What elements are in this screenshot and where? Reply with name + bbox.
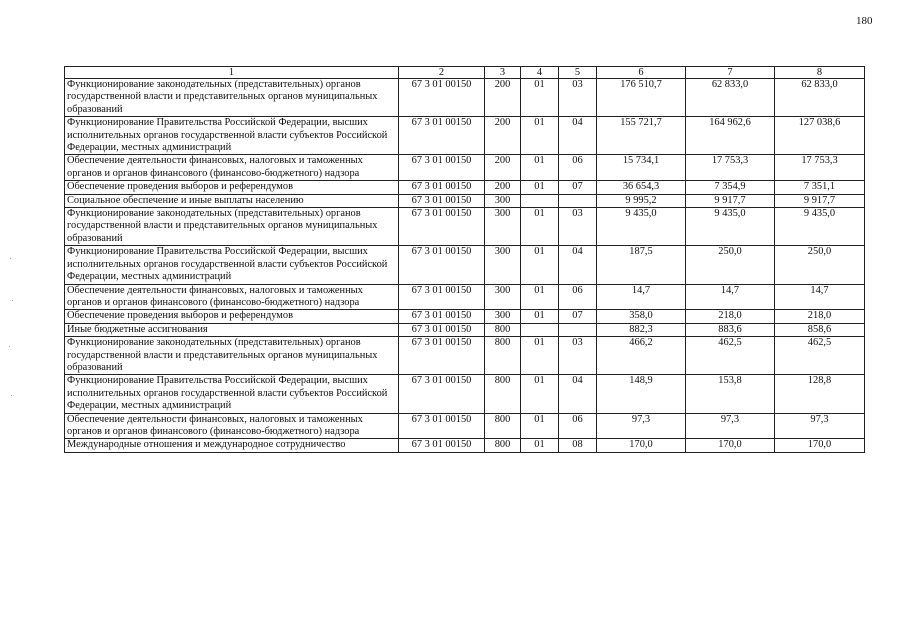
row-c4-cell: 01 <box>521 246 559 284</box>
table-row <box>65 323 865 336</box>
row-c5-cell: 04 <box>559 246 597 284</box>
row-c7-cell: 153,8 <box>686 375 775 413</box>
row-c3-cell: 300 <box>485 208 521 246</box>
row-code-cell: 67 3 01 00150 <box>399 375 485 413</box>
row-c8-cell: 14,7 <box>775 284 865 310</box>
row-c5-cell: 07 <box>559 181 597 194</box>
row-name-cell: Обеспечение проведения выборов и референдумов <box>65 310 399 323</box>
row-c5-cell: 06 <box>559 155 597 181</box>
row-c8-cell: 7 351,1 <box>775 181 865 194</box>
column-header: 5 <box>559 67 597 79</box>
row-name-cell: Функционирование законодательных (представительных) органов государственной власти и представительных органов муниципальных образований <box>65 79 399 117</box>
row-c7-cell: 462,5 <box>686 337 775 375</box>
row-c3-cell: 300 <box>485 310 521 323</box>
row-c6-cell: 170,0 <box>597 439 686 452</box>
row-c4-cell: 01 <box>521 208 559 246</box>
row-name-cell: Иные бюджетные ассигнования <box>65 323 399 336</box>
row-c4-cell: 01 <box>521 117 559 155</box>
row-code-cell: 67 3 01 00150 <box>399 439 485 452</box>
row-c6-cell: 9 435,0 <box>597 208 686 246</box>
row-c5-cell: 08 <box>559 439 597 452</box>
header-row <box>65 67 865 79</box>
table-row <box>65 310 865 323</box>
row-c8-cell: 170,0 <box>775 439 865 452</box>
row-c4-cell: 01 <box>521 375 559 413</box>
row-c8-cell: 462,5 <box>775 337 865 375</box>
row-c3-cell: 200 <box>485 79 521 117</box>
row-name-cell: Функционирование Правительства Российской Федерации, высших исполнительных органов государственной власти субъектов Российской Федерации, местных администраций <box>65 246 399 284</box>
row-c7-cell: 250,0 <box>686 246 775 284</box>
row-c6-cell: 176 510,7 <box>597 79 686 117</box>
row-c6-cell: 882,3 <box>597 323 686 336</box>
row-code-cell: 67 3 01 00150 <box>399 181 485 194</box>
row-code-cell: 67 3 01 00150 <box>399 413 485 439</box>
row-c5-cell: 04 <box>559 117 597 155</box>
row-c5-cell: 06 <box>559 413 597 439</box>
row-c7-cell: 14,7 <box>686 284 775 310</box>
row-c5-cell: 06 <box>559 284 597 310</box>
row-c3-cell: 300 <box>485 246 521 284</box>
row-c5-cell <box>559 323 597 336</box>
column-header: 6 <box>597 67 686 79</box>
row-c4-cell <box>521 194 559 207</box>
table-row <box>65 375 865 413</box>
row-name-cell: Социальное обеспечение и иные выплаты населению <box>65 194 399 207</box>
row-c5-cell: 07 <box>559 310 597 323</box>
table-row <box>65 155 865 181</box>
row-c6-cell: 14,7 <box>597 284 686 310</box>
row-c5-cell: 04 <box>559 375 597 413</box>
table-row <box>65 413 865 439</box>
table-row <box>65 337 865 375</box>
row-c8-cell: 17 753,3 <box>775 155 865 181</box>
row-c5-cell: 03 <box>559 337 597 375</box>
column-header: 8 <box>775 67 865 79</box>
page-number: 180 <box>856 15 873 27</box>
row-c4-cell <box>521 323 559 336</box>
column-header: 1 <box>65 67 399 79</box>
row-c4-cell: 01 <box>521 79 559 117</box>
row-c5-cell: 03 <box>559 79 597 117</box>
row-code-cell: 67 3 01 00150 <box>399 323 485 336</box>
row-name-cell: Функционирование законодательных (представительных) органов государственной власти и представительных органов муниципальных образований <box>65 208 399 246</box>
row-c8-cell: 128,8 <box>775 375 865 413</box>
table-row <box>65 181 865 194</box>
row-c7-cell: 9 435,0 <box>686 208 775 246</box>
row-c7-cell: 62 833,0 <box>686 79 775 117</box>
table-row <box>65 117 865 155</box>
row-code-cell: 67 3 01 00150 <box>399 310 485 323</box>
table-row <box>65 246 865 284</box>
row-code-cell: 67 3 01 00150 <box>399 79 485 117</box>
row-c6-cell: 9 995,2 <box>597 194 686 207</box>
row-c5-cell <box>559 194 597 207</box>
row-code-cell: 67 3 01 00150 <box>399 117 485 155</box>
row-c6-cell: 15 734,1 <box>597 155 686 181</box>
column-header: 7 <box>686 67 775 79</box>
row-c4-cell: 01 <box>521 337 559 375</box>
row-c4-cell: 01 <box>521 155 559 181</box>
row-c3-cell: 800 <box>485 337 521 375</box>
row-c8-cell: 218,0 <box>775 310 865 323</box>
row-c3-cell: 200 <box>485 181 521 194</box>
row-code-cell: 67 3 01 00150 <box>399 284 485 310</box>
row-c8-cell: 858,6 <box>775 323 865 336</box>
row-c4-cell: 01 <box>521 310 559 323</box>
row-c7-cell: 97,3 <box>686 413 775 439</box>
table-row <box>65 208 865 246</box>
row-name-cell: Обеспечение деятельности финансовых, налоговых и таможенных органов и органов финансового (финансово-бюджетного) надзора <box>65 413 399 439</box>
row-c8-cell: 250,0 <box>775 246 865 284</box>
row-c7-cell: 7 354,9 <box>686 181 775 194</box>
row-c3-cell: 300 <box>485 194 521 207</box>
row-c7-cell: 17 753,3 <box>686 155 775 181</box>
column-header: 4 <box>521 67 559 79</box>
row-c4-cell: 01 <box>521 181 559 194</box>
row-c7-cell: 218,0 <box>686 310 775 323</box>
row-c6-cell: 187,5 <box>597 246 686 284</box>
row-c5-cell: 03 <box>559 208 597 246</box>
row-c8-cell: 62 833,0 <box>775 79 865 117</box>
row-c8-cell: 9 917,7 <box>775 194 865 207</box>
row-c3-cell: 300 <box>485 284 521 310</box>
row-name-cell: Обеспечение деятельности финансовых, налоговых и таможенных органов и органов финансового (финансово-бюджетного) надзора <box>65 284 399 310</box>
column-header: 3 <box>485 67 521 79</box>
row-code-cell: 67 3 01 00150 <box>399 155 485 181</box>
row-c4-cell: 01 <box>521 413 559 439</box>
row-c3-cell: 800 <box>485 375 521 413</box>
row-name-cell: Международные отношения и международное сотрудничество <box>65 439 399 452</box>
row-c4-cell: 01 <box>521 284 559 310</box>
row-c3-cell: 800 <box>485 413 521 439</box>
row-c4-cell: 01 <box>521 439 559 452</box>
column-header: 2 <box>399 67 485 79</box>
row-c3-cell: 800 <box>485 323 521 336</box>
row-c8-cell: 127 038,6 <box>775 117 865 155</box>
row-name-cell: Обеспечение деятельности финансовых, налоговых и таможенных органов и органов финансового (финансово-бюджетного) надзора <box>65 155 399 181</box>
row-c6-cell: 97,3 <box>597 413 686 439</box>
row-name-cell: Обеспечение проведения выборов и референдумов <box>65 181 399 194</box>
row-c7-cell: 9 917,7 <box>686 194 775 207</box>
table-body <box>65 79 865 453</box>
table-row <box>65 439 865 452</box>
row-code-cell: 67 3 01 00150 <box>399 208 485 246</box>
row-c3-cell: 800 <box>485 439 521 452</box>
row-c7-cell: 164 962,6 <box>686 117 775 155</box>
budget-table <box>64 66 865 453</box>
row-c8-cell: 9 435,0 <box>775 208 865 246</box>
row-code-cell: 67 3 01 00150 <box>399 337 485 375</box>
table-row <box>65 194 865 207</box>
table-row <box>65 79 865 117</box>
row-c3-cell: 200 <box>485 155 521 181</box>
row-name-cell: Функционирование Правительства Российской Федерации, высших исполнительных органов государственной власти субъектов Российской Федерации, местных администраций <box>65 117 399 155</box>
row-c6-cell: 358,0 <box>597 310 686 323</box>
row-name-cell: Функционирование законодательных (представительных) органов государственной власти и представительных органов муниципальных образований <box>65 337 399 375</box>
row-c6-cell: 36 654,3 <box>597 181 686 194</box>
row-c7-cell: 883,6 <box>686 323 775 336</box>
row-c7-cell: 170,0 <box>686 439 775 452</box>
row-c3-cell: 200 <box>485 117 521 155</box>
row-code-cell: 67 3 01 00150 <box>399 194 485 207</box>
table-row <box>65 284 865 310</box>
row-c8-cell: 97,3 <box>775 413 865 439</box>
row-name-cell: Функционирование Правительства Российской Федерации, высших исполнительных органов государственной власти субъектов Российской Федерации, местных администраций <box>65 375 399 413</box>
row-code-cell: 67 3 01 00150 <box>399 246 485 284</box>
row-c6-cell: 148,9 <box>597 375 686 413</box>
row-c6-cell: 155 721,7 <box>597 117 686 155</box>
row-c6-cell: 466,2 <box>597 337 686 375</box>
